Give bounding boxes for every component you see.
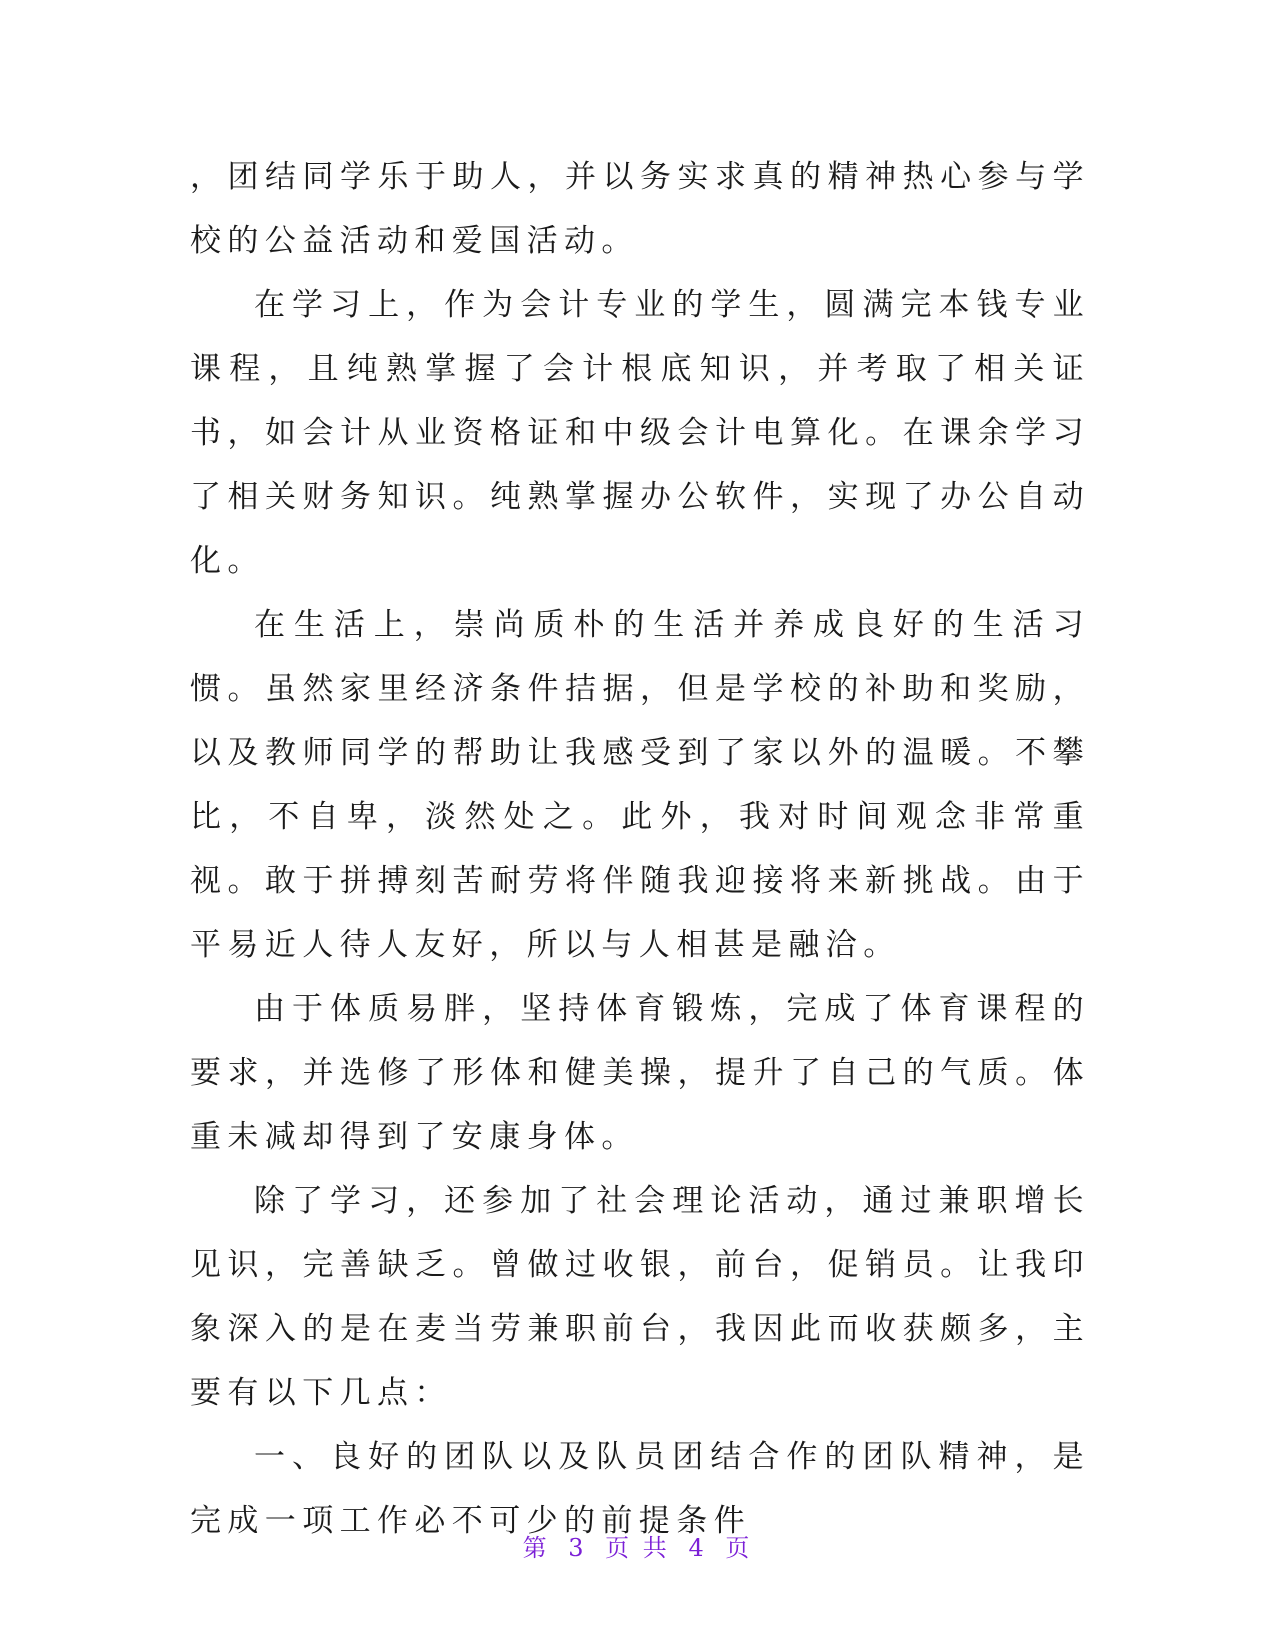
page-footer — [0, 1528, 1275, 1563]
footer-suffix: 页 — [725, 1534, 753, 1562]
footer-page-number: 3 — [568, 1534, 587, 1562]
paragraph: 在学习上，作为会计专业的学生，圆满完本钱专业课程，且纯熟掌握了会计根底知识，并考取了相关证书，如会计从业资格证和中级会计电算化。在课余学习了相关财务知识。纯熟掌握办公软件，实现了办公自动化。 — [190, 287, 1090, 579]
paragraph: 由于体质易胖，坚持体育锻炼，完成了体育课程的要求，并选修了形体和健美操，提升了自己的气质。体重未减却得到了安康身体。 — [190, 991, 1090, 1155]
paragraph: 一、良好的团队以及队员团结合作的团队精神，是完成一项工作必不可少的前提条件 — [190, 1439, 1090, 1539]
footer-prefix: 第 — [522, 1534, 550, 1562]
document-body — [190, 145, 1090, 1553]
paragraph: 在生活上，崇尚质朴的生活并养成良好的生活习惯。虽然家里经济条件拮据，但是学校的补助和奖励，以及教师同学的帮助让我感受到了家以外的温暖。不攀比，不自卑，淡然处之。此外，我对时间观念非常重视。敢于拼搏刻苦耐劳将伴随我迎接将来新挑战。由于平易近人待人友好，所以与人相甚是融洽。 — [190, 607, 1090, 963]
paragraph: 除了学习，还参加了社会理论活动，通过兼职增长见识，完善缺乏。曾做过收银，前台，促销员。让我印象深入的是在麦当劳兼职前台，我因此而收获颇多，主要有以下几点： — [190, 1183, 1090, 1411]
footer-middle: 页 共 — [605, 1534, 670, 1562]
paragraph: ，团结同学乐于助人，并以务实求真的精神热心参与学校的公益活动和爱国活动。 — [190, 159, 1090, 259]
footer-total-pages: 4 — [688, 1534, 707, 1562]
